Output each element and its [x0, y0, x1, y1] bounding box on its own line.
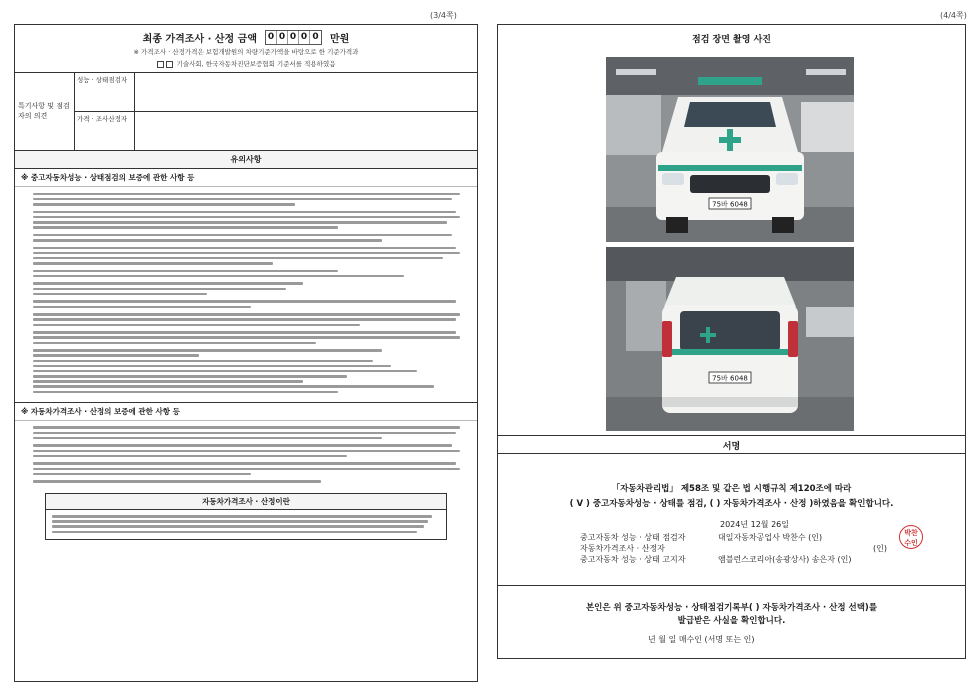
- special-row-appraiser: 가격 · 조사산정자: [75, 112, 135, 150]
- amount-digit: 0: [277, 31, 288, 44]
- checkbox-icon: [166, 61, 173, 68]
- signer-role: 중고자동차 성능 · 상태 고지자: [580, 555, 686, 564]
- buyer-confirm-line-1: 본인은 위 중고자동차성능 · 상태점검기록부( ) 자동차가격조사 · 산정 선택)를: [585, 603, 878, 613]
- signer-row-inspector: [580, 532, 930, 543]
- amount-cells: [265, 30, 322, 45]
- signer-name: (인): [873, 544, 887, 553]
- divider: [498, 453, 965, 454]
- page-number-right: (4/4쪽): [940, 11, 967, 20]
- inspection-photo-rear: [606, 247, 854, 431]
- amount-digit: 0: [299, 31, 310, 44]
- ambulance-front-image: [606, 57, 854, 242]
- inspection-photo-front: [606, 57, 854, 242]
- inspection-guarantee-text: [15, 187, 477, 399]
- right-page-document: [497, 24, 966, 659]
- amount-digit: 0: [266, 31, 277, 44]
- signer-row-notifier: [580, 554, 930, 565]
- signer-row-appraiser: [580, 543, 930, 554]
- signature-section-title: 서명: [722, 442, 741, 452]
- appraisal-definition-title: 자동차가격조사 · 산정이란: [46, 494, 446, 510]
- appraisal-definition-box: [45, 493, 447, 540]
- notice-title: 유의사항: [15, 151, 477, 169]
- special-row-inspector: 성능 · 상태점검자: [75, 73, 135, 111]
- final-amount-box: [15, 25, 477, 73]
- amount-digit: 0: [312, 32, 319, 42]
- section-appraisal-guarantee: ※ 자동차가격조사 · 산정의 보증에 관한 사항 등: [15, 402, 477, 421]
- final-note-2-row: [15, 60, 477, 69]
- plate-front-text: 75바 6048: [712, 200, 748, 209]
- amount-digit: 0: [288, 31, 299, 44]
- amount-unit: 만원: [330, 34, 350, 45]
- section-inspection-guarantee: ※ 중고자동차성능 · 상태점검의 보증에 관한 사항 등: [15, 169, 477, 187]
- signer-name: 대일자동차공업사 박찬수 (인): [718, 533, 823, 542]
- plate-rear-text: 75바 6048: [712, 374, 748, 383]
- final-amount-title: 최종 가격조사 · 산정 금액: [142, 34, 257, 45]
- checkbox-icon: [157, 61, 164, 68]
- buyer-signature-line: 년 월 일 매수인 (서명 또는 인): [648, 635, 755, 644]
- signer-role: 자동차가격조사 · 산정자: [580, 544, 665, 553]
- final-note-1: ※ 가격조사 · 산정가격은 보험개발원의 차량기준가액을 바탕으로 한 기준가격과: [133, 48, 359, 56]
- signer-name: 앰블런스코리아(송광상사) 송은자 (인): [718, 555, 852, 564]
- appraisal-guarantee-text: [15, 421, 477, 489]
- law-reference-line-2: ( V ) 중고자동차성능 · 상태를 점검, ( ) 자동차가격조사 · 산정 )하였음을 확인합니다.: [569, 499, 894, 509]
- divider: [498, 585, 965, 586]
- ambulance-rear-image: [606, 247, 854, 431]
- special-value-inspector: [135, 73, 477, 111]
- divider: [498, 435, 965, 436]
- left-page-document: [14, 24, 478, 682]
- special-notes-heading: 특기사항 및 점검자의 의견: [15, 73, 75, 150]
- official-stamp-icon: 박찬 수인: [899, 525, 923, 549]
- buyer-confirm-line-2: 발급받은 사실을 확인합니다.: [677, 616, 786, 626]
- photo-section-title: 점검 장면 촬영 사진: [692, 35, 771, 45]
- special-value-appraiser: [135, 112, 477, 150]
- appraisal-definition-text: [46, 510, 446, 539]
- special-notes-table: [15, 73, 477, 151]
- signature-date: 2024년 12월 26일: [720, 520, 789, 529]
- final-note-2: 기술사회, 한국자동차진단보증협회 기준서를 적용하였음: [176, 60, 336, 69]
- page-number-left: (3/4쪽): [430, 11, 457, 20]
- law-reference-line-1: 「자동차관리법」 제58조 및 같은 법 시행규칙 제120조에 따라: [611, 484, 852, 494]
- signer-role: 중고자동차 성능 · 상태 점검자: [580, 533, 686, 542]
